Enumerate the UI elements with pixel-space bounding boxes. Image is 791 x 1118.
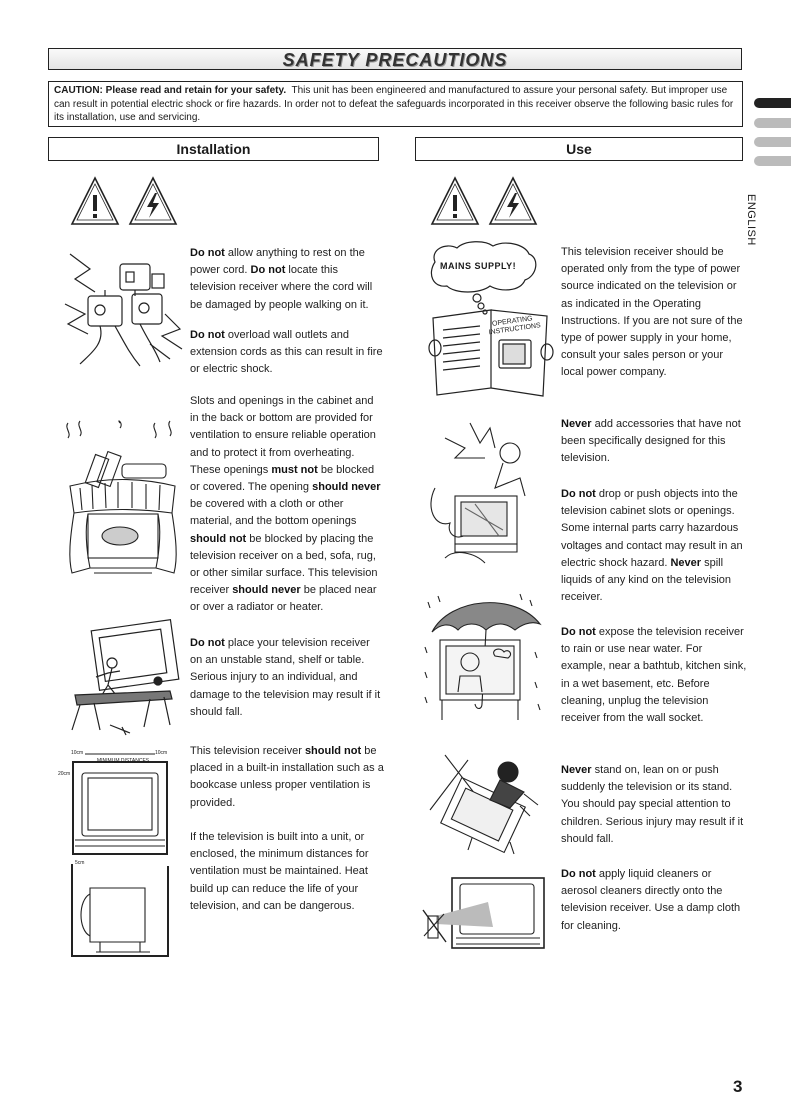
bold-text: should never — [232, 584, 301, 597]
paragraph-text: add accessories that have not been specifically designed for this television. — [561, 418, 741, 465]
paragraph-text: locate this television receiver where the cord will be damaged by people walking on it. — [190, 264, 373, 311]
language-tab[interactable] — [754, 137, 791, 147]
warning-exclamation-icon — [70, 176, 120, 226]
use-paragraph-rain-water — [561, 624, 747, 727]
installation-paragraph-ventilation — [190, 393, 385, 617]
overloaded-socket-illustration — [60, 244, 185, 369]
warning-exclamation-icon — [430, 176, 480, 226]
bold-text: Never — [561, 764, 592, 776]
paragraph-text: be placed in a built-in installation such as a bookcase unless proper ventilation is provided. — [190, 745, 384, 809]
unstable-stand-illustration — [60, 615, 185, 740]
use-paragraph-power-source — [561, 244, 747, 382]
paragraph-text: be covered with a cloth or other material, and the bottom openings — [190, 498, 357, 528]
bold-text: should not — [304, 745, 362, 757]
bold-text: Do not — [561, 626, 596, 638]
paragraph-text: be blocked or covered. The opening — [190, 463, 375, 494]
child-climbing-tv-illustration — [420, 750, 550, 855]
caution-body: This unit has been engineered and manufactured to assure your personal safety. But improper use can result in potential electric shock or fire hazards. In order not to defeat the safeguards incorporated in this receiver observe the following basic rules for its installation, use and servicing. — [54, 85, 734, 123]
paragraph-text: place your television receiver on an unstable stand, shelf or table. Serious injury to an individual, and damage to the television may result if it should fall. — [190, 637, 381, 718]
caution-box — [48, 81, 743, 127]
page-title-box — [48, 48, 742, 70]
use-paragraph-stand-on — [561, 762, 747, 848]
paragraph-text: be placed near or over a radiator or heater. — [190, 584, 377, 614]
paragraph-text: overload wall outlets and extension cords as this can result in fire or electric shock. — [190, 329, 383, 376]
bold-text: Do not — [250, 264, 286, 277]
bold-text: should never — [312, 481, 381, 494]
installation-paragraph-overload — [190, 327, 385, 379]
section-installation-heading: Installation — [48, 137, 379, 161]
min-distances-label: MINIMUM DISTANCES — [97, 758, 150, 764]
paragraph-text: be blocked by placing the television receiver on a bed, sofa, rug, or other similar surface. This television receiver — [190, 532, 378, 597]
bold-text: Never — [670, 556, 702, 569]
paragraph-text: Slots and openings in the cabinet and in the back or bottom are provided for ventilation to ensure reliable operation and to protect it from overheating. These openings — [190, 395, 376, 476]
min-distance-front-diagram — [55, 748, 190, 858]
dim-label: 10cm — [155, 750, 168, 756]
language-label: ENGLISH — [745, 194, 757, 246]
dim-label: 10cm — [71, 750, 84, 756]
min-distance-side-diagram — [60, 860, 170, 960]
covered-tv-illustration — [60, 418, 185, 583]
paragraph-text: This television receiver should be operated only from the type of power source indicated on the television or as indicated in the Operating Instructions. If you are not sure of the type of power supply in your home, consult your sales person or your local power company. — [561, 246, 743, 379]
paragraph-text: spill liquids of any kind on the television receiver. — [561, 556, 731, 604]
caution-lead: CAUTION: Please read and retain for your safety. — [54, 85, 287, 96]
page-title: SAFETY PRECAUTIONS — [282, 50, 508, 70]
paragraph-text: This television receiver — [190, 745, 305, 757]
installation-paragraph-built-in — [190, 743, 385, 812]
paragraph-text: expose the television receiver to rain or use near water. For example, near a bathtub, kitchen sink, in a wet basement, etc. Before cleaning, unplug the television receiver from the wall socket. — [561, 626, 747, 725]
bold-text: should not — [190, 532, 247, 545]
use-paragraph-objects-liquids — [561, 486, 747, 606]
paragraph-text: stand on, lean on or push suddenly the television or its stand. You should pay special attention to children. Serious injury may result if it should fall. — [561, 764, 744, 845]
section-use-heading: Use — [415, 137, 743, 161]
dim-label: 20cm — [58, 771, 71, 777]
bold-text: Do not — [561, 868, 596, 880]
bold-text: Do not — [190, 637, 225, 649]
installation-paragraph-power-cord — [190, 245, 385, 314]
page-number: 3 — [733, 1077, 743, 1096]
installation-paragraph-unstable-stand — [190, 635, 385, 721]
rain-umbrella-illustration — [420, 592, 550, 727]
use-paragraph-cleaning — [561, 866, 747, 935]
language-tab-active[interactable] — [754, 98, 791, 108]
bold-text: Do not — [190, 247, 225, 259]
bold-text: Do not — [190, 329, 225, 341]
dim-label: 5cm — [75, 860, 85, 866]
bold-text: Do not — [561, 488, 596, 500]
language-tab[interactable] — [754, 118, 791, 128]
mains-supply-bubble-text: MAINS SUPPLY! — [440, 261, 517, 271]
operating-instructions-label: OPERATING INSTRUCTIONS — [488, 315, 542, 337]
bold-text: must not — [271, 463, 318, 476]
installation-paragraph-min-distances — [190, 829, 385, 915]
paragraph-text: drop or push objects into the television cabinet slots or openings. Some internal parts carry hazardous voltages and contact may result in an electric shock hazard. — [561, 488, 743, 569]
electric-shock-icon — [128, 176, 178, 226]
aerosol-cleaning-illustration — [418, 872, 548, 952]
paragraph-text: apply liquid cleaners or aerosol cleaners directly onto the television receiver. Use a damp cloth for cleaning. — [561, 868, 741, 932]
paragraph-text: allow anything to rest on the power cord. — [190, 247, 365, 277]
accessories-fire-illustration — [425, 418, 550, 568]
paragraph-text: If the television is built into a unit, or enclosed, the minimum distances for ventilation must be maintained. Heat build up can reduce the life of your television, and can be dangerous. — [190, 831, 369, 912]
bold-text: Never — [561, 418, 592, 430]
electric-shock-icon — [488, 176, 538, 226]
use-paragraph-accessories — [561, 416, 747, 468]
language-tab[interactable] — [754, 156, 791, 166]
